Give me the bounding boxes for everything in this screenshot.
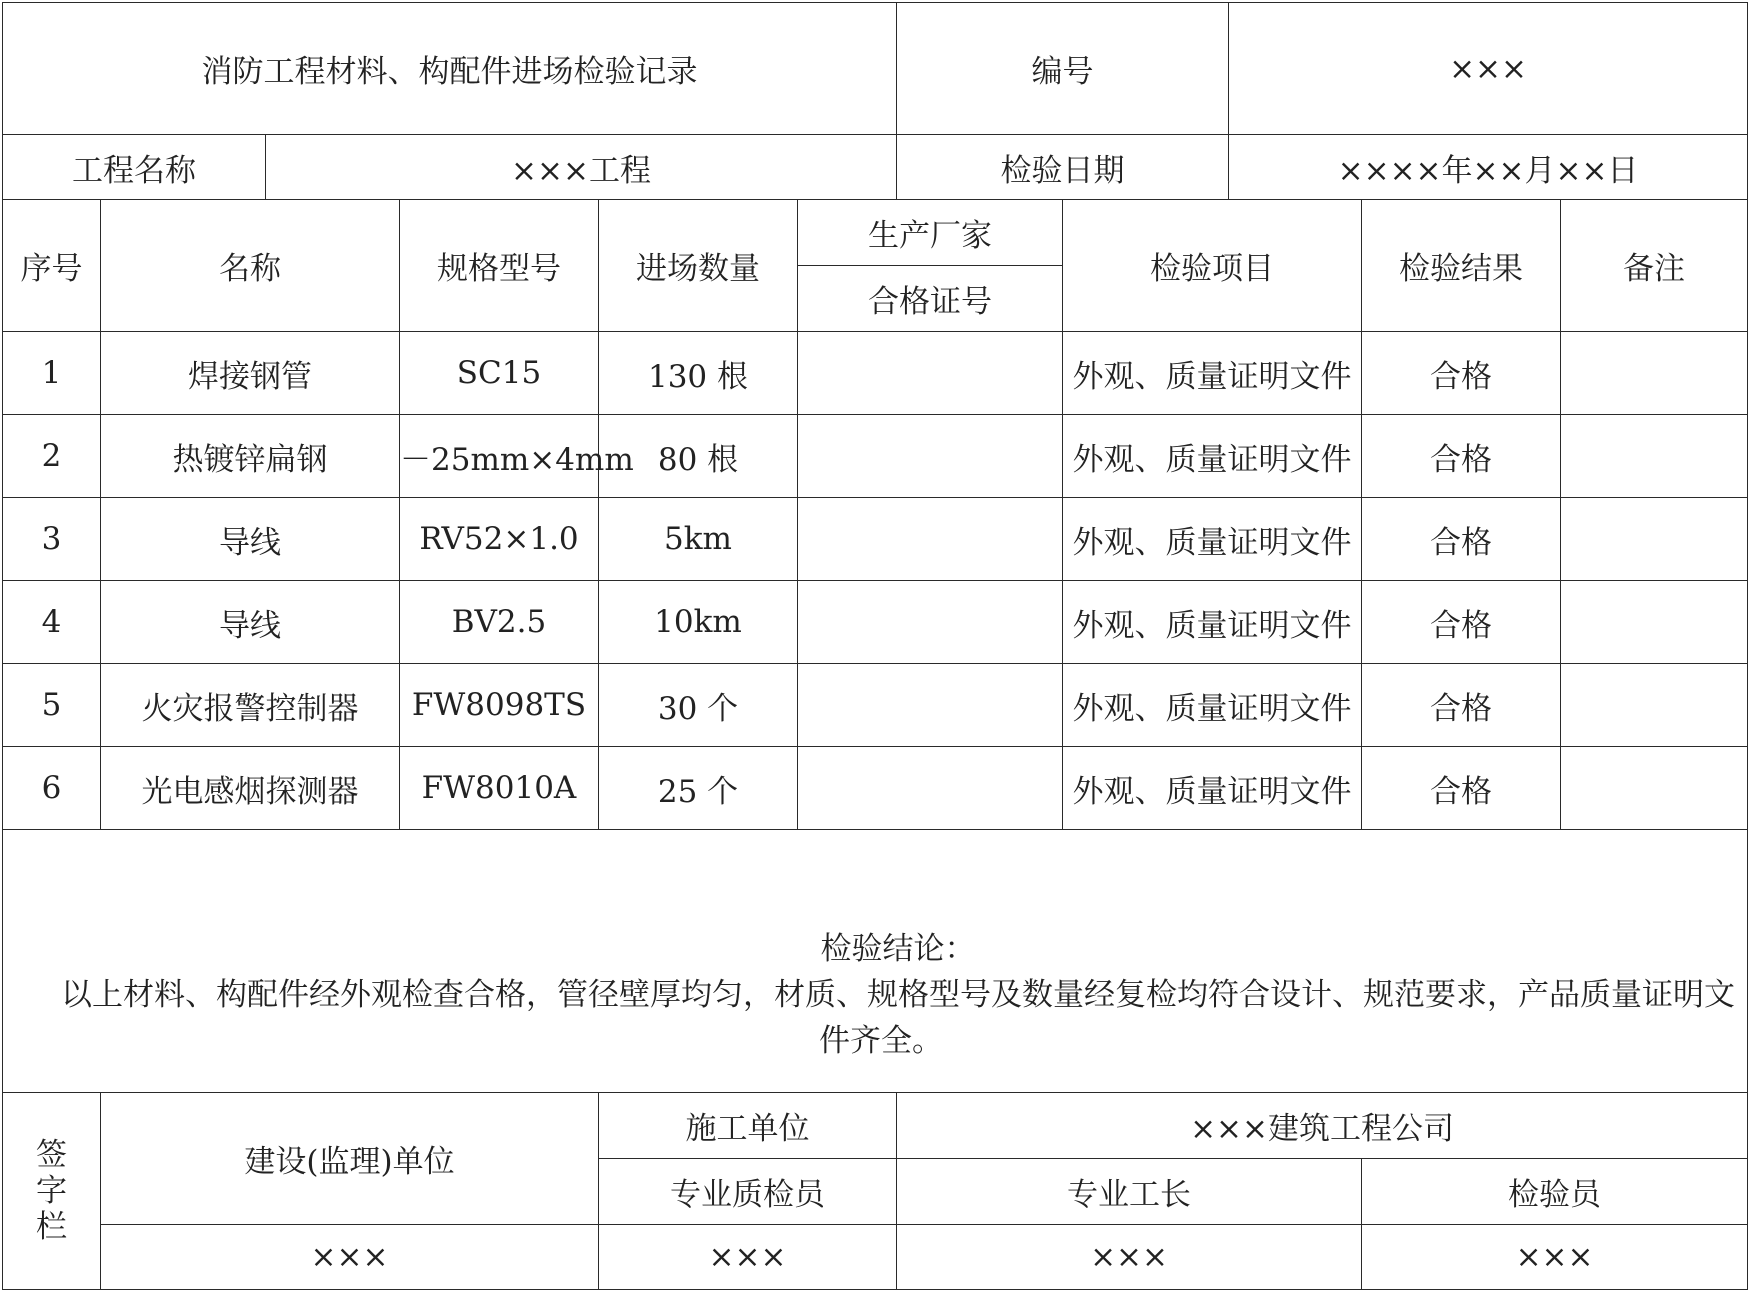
record-table (2, 2, 1748, 1290)
table-row (3, 415, 1748, 498)
row-spec: FW8010A (400, 747, 599, 830)
row-remark (1561, 332, 1748, 415)
row-maker (798, 498, 1063, 581)
project-name-value: ×××工程 (266, 135, 897, 200)
row-name: 焊接钢管 (101, 332, 400, 415)
inspection-record-form (2, 2, 1747, 1293)
row-qty: 130 根 (599, 332, 798, 415)
row-item: 外观、质量证明文件 (1063, 747, 1362, 830)
contractor-label: 施工单位 (599, 1093, 897, 1159)
inspection-date-label: 检验日期 (897, 135, 1229, 200)
row-qty: 80 根 (599, 415, 798, 498)
number-label: 编号 (897, 3, 1229, 135)
row-maker (798, 415, 1063, 498)
inspection-date-value: ××××年××月××日 (1229, 135, 1748, 200)
row-item: 外观、质量证明文件 (1063, 498, 1362, 581)
row-item: 外观、质量证明文件 (1063, 581, 1362, 664)
project-name-label: 工程名称 (3, 135, 266, 200)
row-result: 合格 (1362, 415, 1561, 498)
row-qty: 5km (599, 498, 798, 581)
row-remark (1561, 415, 1748, 498)
conclusion-text: 以上材料、构配件经外观检查合格，管径壁厚均匀，材质、规格型号及数量经复检均符合设计、规范要求，产品质量证明文件齐全。 (61, 977, 1736, 1059)
owner-signature: ××× (101, 1225, 599, 1290)
row-seq: 1 (3, 332, 101, 415)
row-spec: －25mm×4mm (400, 415, 599, 498)
table-row (3, 664, 1748, 747)
row-spec: SC15 (400, 332, 599, 415)
row-spec: RV52×1.0 (400, 498, 599, 581)
col-header-remark: 备注 (1561, 200, 1748, 332)
row-result: 合格 (1362, 498, 1561, 581)
row-result: 合格 (1362, 332, 1561, 415)
qc-inspector-signature: ××× (599, 1225, 897, 1290)
col-header-result: 检验结果 (1362, 200, 1561, 332)
row-name: 导线 (101, 581, 400, 664)
foreman-label: 专业工长 (897, 1159, 1362, 1225)
col-header-name: 名称 (101, 200, 400, 332)
row-name: 热镀锌扁钢 (101, 415, 400, 498)
col-header-spec: 规格型号 (400, 200, 599, 332)
row-remark (1561, 581, 1748, 664)
table-row (3, 747, 1748, 830)
table-row (3, 498, 1748, 581)
row-maker (798, 581, 1063, 664)
row-seq: 4 (3, 581, 101, 664)
row-item: 外观、质量证明文件 (1063, 664, 1362, 747)
row-maker (798, 664, 1063, 747)
row-seq: 5 (3, 664, 101, 747)
col-header-seq: 序号 (3, 200, 101, 332)
row-remark (1561, 664, 1748, 747)
row-spec: BV2.5 (400, 581, 599, 664)
row-name: 导线 (101, 498, 400, 581)
col-header-cert: 合格证号 (798, 266, 1063, 332)
row-seq: 2 (3, 415, 101, 498)
row-item: 外观、质量证明文件 (1063, 332, 1362, 415)
number-value: ××× (1229, 3, 1748, 135)
conclusion-cell (3, 830, 1748, 1093)
row-result: 合格 (1362, 664, 1561, 747)
row-remark (1561, 747, 1748, 830)
col-header-maker: 生产厂家 (798, 200, 1063, 266)
qc-inspector-label: 专业质检员 (599, 1159, 897, 1225)
row-maker (798, 332, 1063, 415)
row-qty: 25 个 (599, 747, 798, 830)
row-item: 外观、质量证明文件 (1063, 415, 1362, 498)
row-name: 火灾报警控制器 (101, 664, 400, 747)
row-spec: FW8098TS (400, 664, 599, 747)
row-qty: 30 个 (599, 664, 798, 747)
col-header-item: 检验项目 (1063, 200, 1362, 332)
row-result: 合格 (1362, 747, 1561, 830)
form-title: 消防工程材料、构配件进场检验记录 (3, 3, 897, 135)
signature-section-label: 签 字 栏 (3, 1093, 101, 1290)
owner-unit-label: 建设(监理)单位 (101, 1093, 599, 1225)
inspector-signature: ××× (1362, 1225, 1748, 1290)
contractor-value: ×××建筑工程公司 (897, 1093, 1748, 1159)
row-remark (1561, 498, 1748, 581)
row-name: 光电感烟探测器 (101, 747, 400, 830)
row-maker (798, 747, 1063, 830)
table-row (3, 332, 1748, 415)
row-seq: 6 (3, 747, 101, 830)
col-header-qty: 进场数量 (599, 200, 798, 332)
table-row (3, 581, 1748, 664)
foreman-signature: ××× (897, 1225, 1362, 1290)
row-result: 合格 (1362, 581, 1561, 664)
inspector-label: 检验员 (1362, 1159, 1748, 1225)
row-seq: 3 (3, 498, 101, 581)
row-qty: 10km (599, 581, 798, 664)
conclusion-label: 检验结论： (820, 931, 976, 967)
